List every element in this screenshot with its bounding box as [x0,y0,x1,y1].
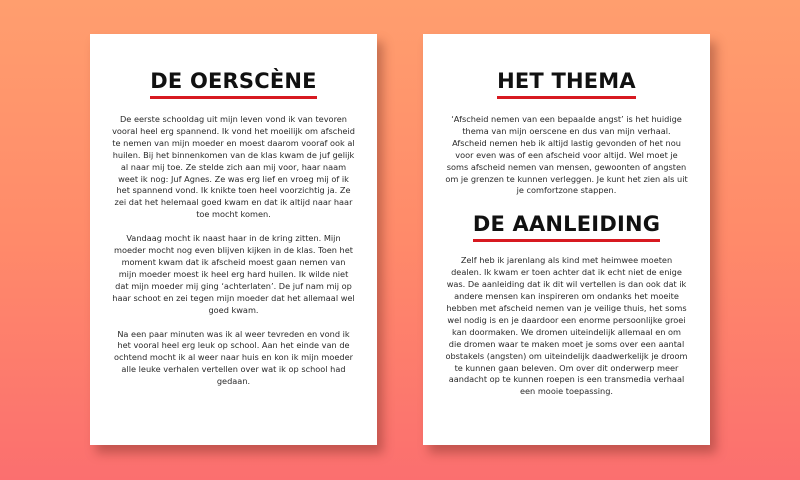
oerscene-heading-wrap [112,68,355,98]
thema-heading: HET THEMA [497,68,636,98]
thema-paragraph: ‘Afscheid nemen van een bepaalde angst’ is het huidige thema van mijn oerscene en dus van mijn verhaal. Afscheid nemen heb ik altijd lastig gevonden of het nou voor even was of een afscheid voor altijd. Wel moet je soms afscheid nemen van mensen, gewoonten of angsten om je grenzen te kunnen verleggen. Je kunt het zien als uit je comfortzone stappen. [445,114,688,196]
oerscene-heading: DE OERSCÈNE [150,68,316,98]
thema-heading-wrap [445,68,688,98]
aanleiding-paragraph: Zelf heb ik jarenlang als kind met heimwee moeten dealen. Ik kwam er toen achter dat ik echt niet de enige was. De aanleiding dat ik dit wil vertellen is dan ook dat ik andere mensen kan inspireren om ondanks het moeite hebben met afscheid nemen van je veilige thuis, het soms wel nodig is en je daardoor een enorme persoonlijke groei kan doormaken. We dromen uiteindelijk allemaal en om die dromen waar te maken moet je soms over een aantal obstakels (angsten) om uiteindelijk daadwerkelijk je droom te kunnen gaan beleven. Om over dit onderwerp meer aandacht op te kunnen roepen is een transmedia verhaal een mooie toepassing. [445,255,688,397]
right-card [423,34,710,445]
aanleiding-heading: DE AANLEIDING [473,211,660,241]
aanleiding-heading-wrap [445,211,688,241]
oerscene-paragraph-2: Vandaag mocht ik naast haar in de kring zitten. Mijn moeder mocht nog even blijven kijken in de klas. Toen het moment kwam dat ik afscheid moest gaan nemen van mijn moeder moest ik heel erg hard huilen. Ik wilde niet dat mijn moeder mij ging ‘achterlaten’. De juf nam mij op haar schoot en zei tegen mijn moeder dat het allemaal wel goed kwam. [112,233,355,315]
oerscene-paragraph-1: De eerste schooldag uit mijn leven vond ik van tevoren vooral heel erg spannend. Ik vond het moeilijk om afscheid te nemen van mijn moeder en moest daarom vooraf ook al huilen. Bij het binnenkomen van de klas kwam de juf gelijk al naar mij toe. Ze stelde zich aan mij voor, haar naam weet ik nog: Juf Agnes. Ze was erg lief en vroeg mij of ik het spannend vond. Ik knikte toen heel voorzichtig ja. Ze zei dat het helemaal goed kwam en dat ik altijd naar haar toe mocht komen. [112,114,355,220]
left-card [90,34,377,445]
oerscene-paragraph-3: Na een paar minuten was ik al weer tevreden en vond ik het vooral heel erg leuk op school. Aan het einde van de ochtend mocht ik al weer naar huis en kon ik mijn moeder alle leuke verhalen vertellen over wat ik op school had gedaan. [113,328,354,387]
